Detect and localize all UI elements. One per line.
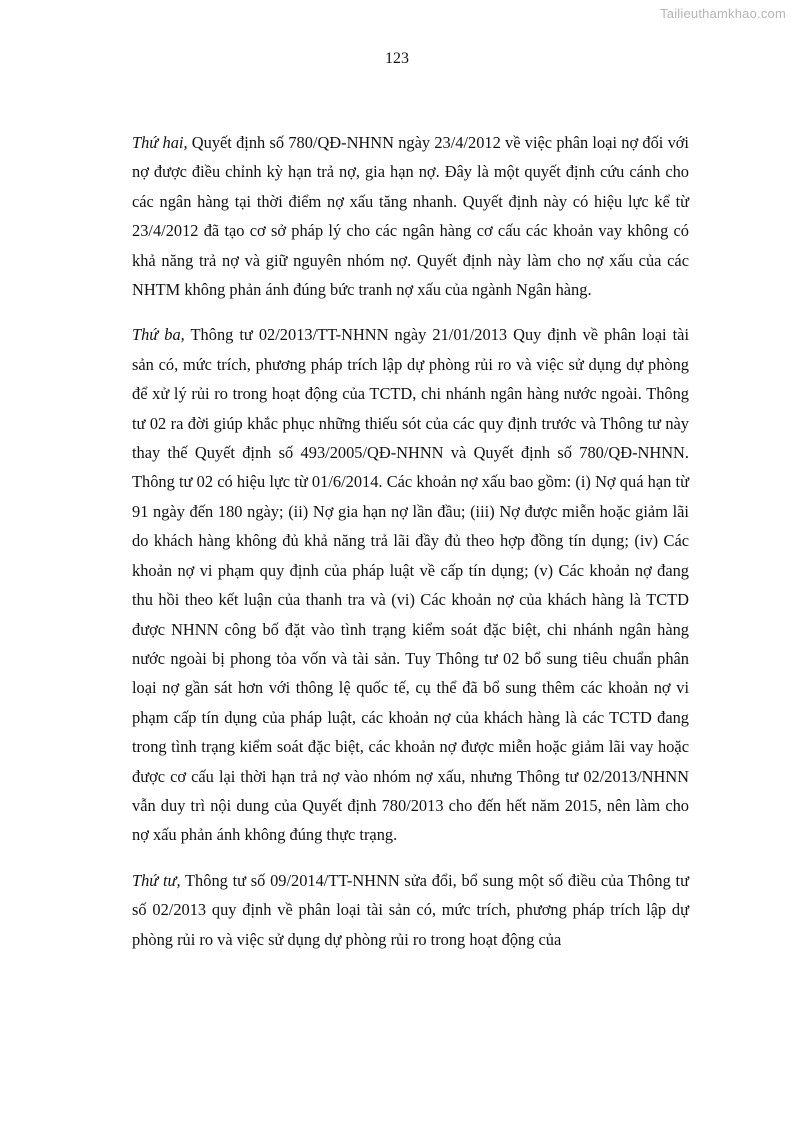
paragraph-text: Thông tư số 09/2014/TT-NHNN sửa đổi, bổ sung một số điều của Thông tư số 02/2013 quy định về phân loại tài sản có, mức trích, phương pháp trích lập dự phòng rủi ro và việc sử dụng dự phòng rủi ro trong hoạt động của (132, 870, 689, 949)
paragraph-thu-hai (132, 128, 689, 304)
paragraph-lead: Thứ tư, (132, 870, 181, 890)
paragraph-lead: Thứ ba, (132, 325, 185, 345)
paragraph-text: Thông tư 02/2013/TT-NHNN ngày 21/01/2013 Quy định về phân loại tài sản có, mức trích, phương pháp trích lập dự phòng rủi ro và việc sử dụng dự phòng để xử lý rủi ro trong hoạt động của TCTD, chi nhánh ngân hàng nước ngoài. Thông tư 02 ra đời giúp khắc phục những thiếu sót của các quy định trước và Thông tư này thay thế Quyết định số 493/2005/QĐ-NHNN và Quyết định số 780/QĐ-NHNN. Thông tư 02 có hiệu lực từ 01/6/2014. Các khoản nợ xấu bao gồm: (i) Nợ quá hạn từ 91 ngày đến 180 ngày; (ii) Nợ gia hạn nợ lần đầu; (iii) Nợ được miễn hoặc giảm lãi do khách hàng không đủ khả năng trả lãi đầy đủ theo hợp đồng tín dụng; (iv) Các khoản nợ vi phạm quy định của pháp luật về cấp tín dụng; (v) Các khoản nợ đang thu hồi theo kết luận của thanh tra và (vi) Các khoản nợ của khách hàng là TCTD được NHNN công bố đặt vào tình trạng kiểm soát đặc biệt, chi nhánh ngân hàng nước ngoài bị phong tỏa vốn và tài sản. Tuy Thông tư 02 bổ sung tiêu chuẩn phân loại nợ gần sát hơn với thông lệ quốc tế, cụ thể đã bổ sung thêm các khoản nợ vi phạm cấp tín dụng của pháp luật, các khoản nợ của khách hàng là các TCTD đang trong tình trạng kiểm soát đặc biệt, các khoản nợ được miễn hoặc giảm lãi vay hoặc được cơ cấu lại thời hạn trả nợ vào nhóm nợ xấu, nhưng Thông tư 02/2013/NHNN vẫn duy trì nội dung của Quyết định 780/2013 cho đến hết năm 2015, nên làm cho nợ xấu phản ánh không đúng thực trạng. (132, 325, 689, 845)
paragraph-lead: Thứ hai, (132, 133, 188, 152)
document-body (132, 128, 689, 954)
paragraph-text: Quyết định số 780/QĐ-NHNN ngày 23/4/2012 về việc phân loại nợ đối với nợ được điều chỉnh kỳ hạn trả nợ, gia hạn nợ. Đây là một quyết định cứu cánh cho các ngân hàng tại thời điểm nợ xấu tăng nhanh. Quyết định này có hiệu lực kể từ 23/4/2012 đã tạo cơ sở pháp lý cho các ngân hàng cơ cấu các khoản vay không có khả năng trả nợ và giữ nguyên nhóm nợ. Quyết định này làm cho nợ xấu của các NHTM không phản ánh đúng bức tranh nợ xấu của ngành Ngân hàng. (132, 133, 689, 300)
paragraph-thu-ba (132, 320, 689, 849)
paragraph-thu-tu (132, 866, 689, 954)
page-number: 123 (385, 50, 409, 67)
watermark-text: Tailieuthamkhao.com (660, 6, 786, 21)
